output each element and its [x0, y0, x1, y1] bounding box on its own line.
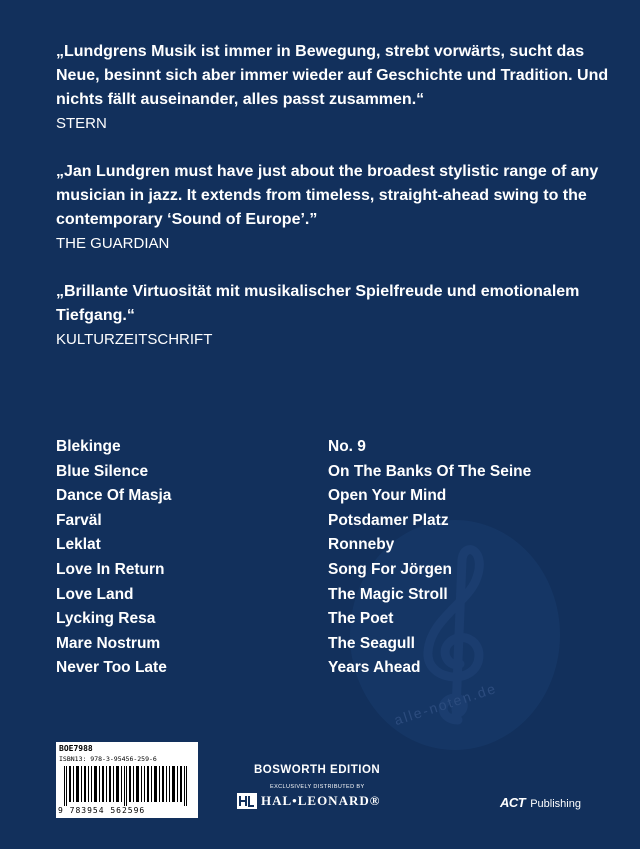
press-quotes	[56, 40, 616, 376]
quote-stern	[56, 40, 616, 136]
track-title: Leklat	[56, 536, 101, 554]
isbn: ISBN13: 978-3-95456-259-6	[59, 755, 157, 763]
quote-text: „Brillante Virtuosität mit musikalischer Spielfreude und emotionalem Tiefgang.“	[56, 283, 580, 324]
hal-leonard-logo	[237, 792, 380, 810]
track-title: The Magic Stroll	[328, 585, 448, 603]
track-title: Blekinge	[56, 438, 121, 455]
hal-leonard-icon	[237, 793, 257, 809]
act-publishing-label: Publishing	[530, 798, 581, 810]
track-title: Open Your Mind	[328, 487, 447, 505]
quote-source: STERN	[56, 115, 107, 132]
track-column-left	[56, 435, 171, 681]
track-title: Lycking Resa	[56, 610, 156, 628]
track-title: The Poet	[328, 610, 394, 628]
distribution-note: EXCLUSIVELY DISTRIBUTED BY	[270, 784, 365, 790]
act-logo: ACT	[500, 795, 526, 810]
barcode	[56, 742, 198, 818]
track-title: Song For Jörgen	[328, 560, 452, 578]
track-title: On The Banks Of The Seine	[328, 462, 532, 480]
track-title: Never Too Late	[56, 659, 167, 677]
watermark-text: alle-noten.de	[392, 679, 499, 729]
act-publishing-logo	[500, 795, 581, 810]
bosworth-edition-logo: BOSWORTH EDITION	[254, 764, 381, 776]
track-title: Years Ahead	[328, 659, 421, 677]
barcode-digits: 9 783954 562596	[58, 806, 146, 815]
catalog-number: BOE7988	[59, 744, 93, 753]
track-column-right	[328, 435, 531, 681]
track-title: Mare Nostrum	[56, 634, 161, 652]
quote-guardian	[56, 160, 616, 256]
track-title: Farväl	[56, 511, 102, 529]
hal-leonard-text: HAL•LEONARD®	[261, 793, 381, 808]
track-title: Potsdamer Platz	[328, 511, 449, 529]
track-title: Blue Silence	[56, 462, 149, 480]
track-title: Love In Return	[56, 560, 165, 578]
track-title: Love Land	[56, 585, 134, 603]
barcode-bars	[64, 766, 192, 806]
track-title: No. 9	[328, 438, 366, 455]
track-title: The Seagull	[328, 634, 415, 652]
quote-source: THE GUARDIAN	[56, 235, 170, 252]
track-title: Dance Of Masja	[56, 487, 172, 505]
track-title: Ronneby	[328, 536, 395, 554]
quote-kulturzeitschrift	[56, 280, 616, 352]
quote-source: KULTURZEITSCHRIFT	[56, 331, 213, 348]
quote-text: „Lundgrens Musik ist immer in Bewegung, strebt vorwärts, sucht das Neue, besinnt sich aber immer wieder auf Geschichte und Tradition. Und nichts fällt auseinander, alles passt zusammen.“	[56, 43, 609, 108]
quote-text: „Jan Lundgren must have just about the broadest stylistic range of any musician in jazz. It extends from timeless, straight-ahead swing to the contemporary ‘Sound of Europe’.”	[56, 163, 599, 228]
